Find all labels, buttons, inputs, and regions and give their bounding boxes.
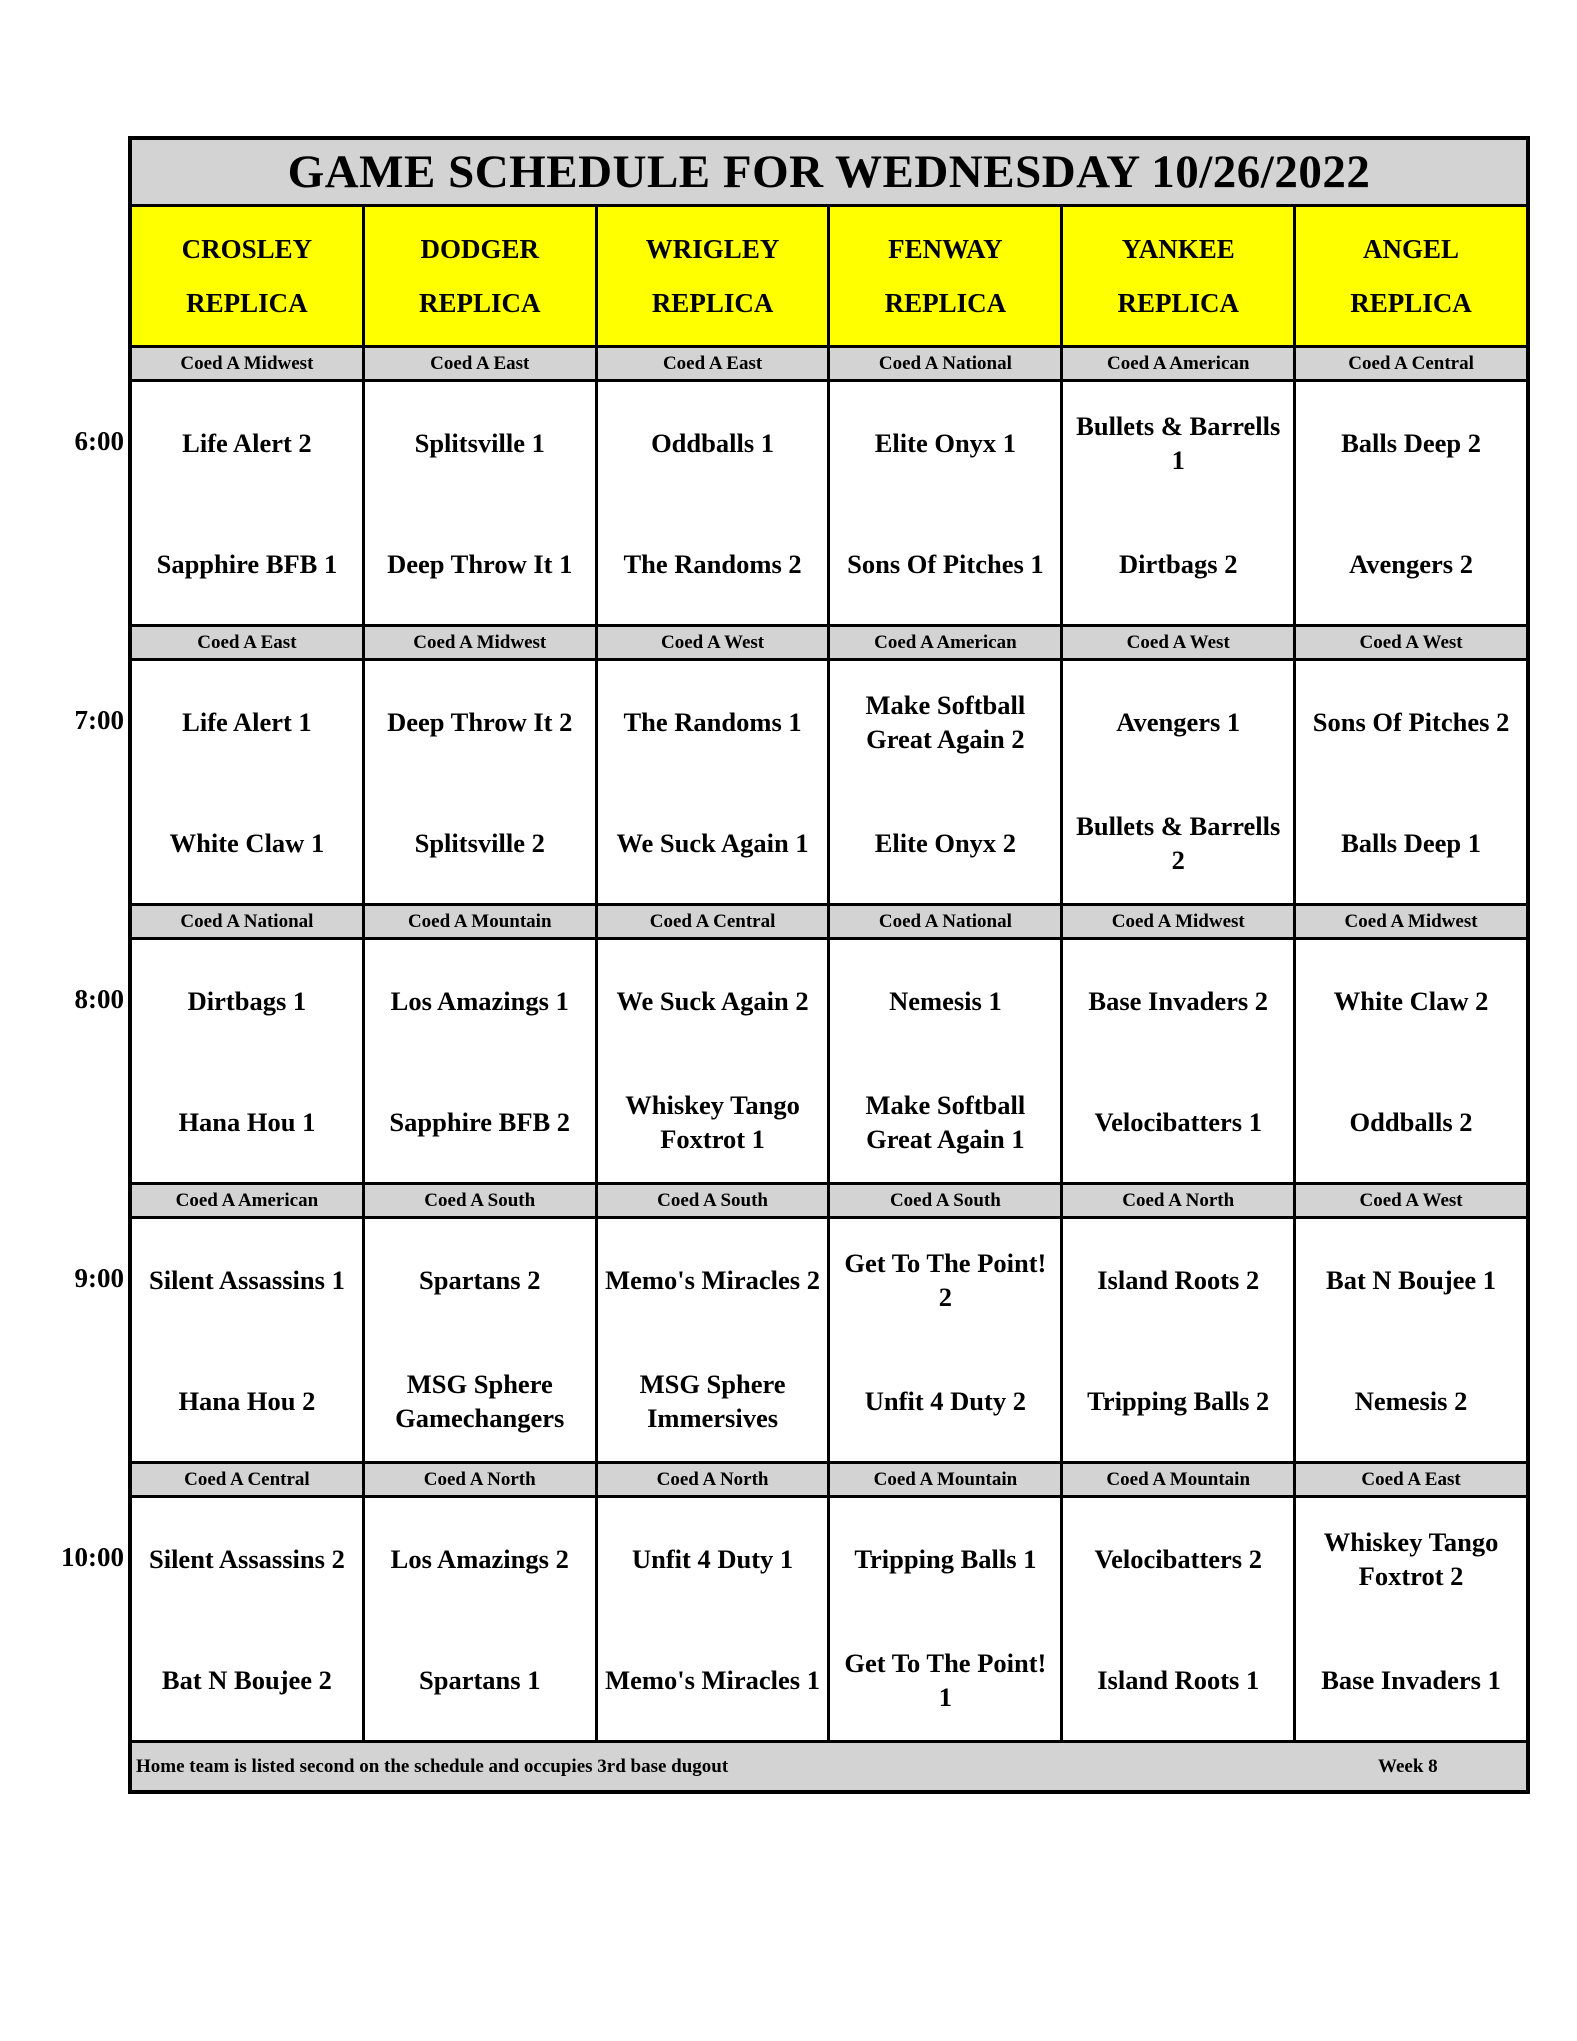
away-team: Life Alert 2	[182, 427, 312, 458]
division-label: Coed A South	[598, 1185, 831, 1216]
home-team: Sons Of Pitches 1	[847, 548, 1044, 579]
field-name: YANKEE	[1121, 234, 1235, 264]
away-team: Sons Of Pitches 2	[1312, 706, 1510, 737]
game-cell	[598, 661, 831, 903]
home-team: Hana Hou 2	[178, 1385, 316, 1416]
division-label: Coed A Mountain	[365, 906, 598, 937]
away-team: Make Softball Great Again 2	[865, 689, 1026, 754]
game-cell	[1296, 1498, 1526, 1740]
division-label: Coed A South	[830, 1185, 1063, 1216]
field-header	[1296, 207, 1526, 345]
game-cell	[365, 382, 598, 624]
division-label: Coed A West	[1359, 1189, 1463, 1211]
away-team: Nemesis 1	[889, 985, 1002, 1016]
division-label: Coed A South	[365, 1185, 598, 1216]
game-cell	[1063, 661, 1296, 903]
division-label: Coed A American	[830, 627, 1063, 658]
home-team: Bat N Boujee 2	[161, 1664, 332, 1695]
division-row	[132, 1185, 1526, 1219]
field-name: ANGEL	[1363, 234, 1460, 264]
game-cell	[132, 661, 365, 903]
game-cell	[1063, 382, 1296, 624]
game-cell	[1296, 382, 1526, 624]
game-cell	[598, 1219, 831, 1461]
division-label: Coed A East	[1361, 1468, 1461, 1490]
field-sub: REPLICA	[1117, 288, 1239, 318]
division-label: Coed A North	[365, 1464, 598, 1495]
division-label: Coed A West	[1063, 627, 1296, 658]
field-header	[1063, 207, 1296, 345]
away-team: Bat N Boujee 1	[1326, 1264, 1497, 1295]
week-label: Week 8	[1378, 1755, 1438, 1777]
game-cell	[830, 382, 1063, 624]
game-cell	[365, 1498, 598, 1740]
game-cell	[1063, 940, 1296, 1182]
home-team: Sapphire BFB 2	[389, 1106, 571, 1137]
away-team: Splitsville 1	[414, 427, 545, 458]
home-team: Elite Onyx 2	[874, 827, 1017, 858]
division-label: Coed A Midwest	[365, 627, 598, 658]
game-cell	[830, 1219, 1063, 1461]
division-row	[132, 1464, 1526, 1498]
division-label: Coed A West	[598, 627, 831, 658]
time-slot-row	[74, 382, 1526, 627]
away-team: Spartans 2	[418, 1264, 541, 1295]
field-sub: REPLICA	[1350, 288, 1472, 318]
away-team: The Randoms 1	[623, 706, 802, 737]
home-team: Oddballs 2	[1349, 1106, 1473, 1137]
time-label: 8:00	[74, 984, 124, 1014]
field-header-row	[132, 207, 1526, 348]
away-team: Los Amazings 1	[390, 985, 569, 1016]
home-team: The Randoms 2	[623, 548, 802, 579]
game-cell	[365, 661, 598, 903]
division-label: Coed A National	[830, 348, 1063, 379]
away-team: Silent Assassins 2	[148, 1543, 345, 1574]
home-team: Unfit 4 Duty 2	[864, 1385, 1026, 1416]
home-team: Base Invaders 1	[1321, 1664, 1501, 1695]
division-label: Coed A Midwest	[132, 348, 365, 379]
division-label: Coed A Central	[1348, 352, 1474, 374]
division-label: Coed A North	[1063, 1185, 1296, 1216]
time-label: 6:00	[74, 426, 124, 456]
division-label: Coed A Central	[598, 906, 831, 937]
time-label: 9:00	[74, 1263, 124, 1293]
division-row	[132, 627, 1526, 661]
game-cell	[598, 940, 831, 1182]
division-label: Coed A North	[598, 1464, 831, 1495]
division-label: Coed A East	[132, 627, 365, 658]
time-label: 10:00	[61, 1542, 124, 1572]
away-team: Silent Assassins 1	[148, 1264, 345, 1295]
schedule-table	[61, 136, 1530, 1794]
time-slot-row	[74, 940, 1526, 1185]
field-name: FENWAY	[888, 234, 1003, 264]
division-label: Coed A West	[1359, 631, 1463, 653]
division-label: Coed A Mountain	[1063, 1464, 1296, 1495]
schedule-title: GAME SCHEDULE FOR WEDNESDAY 10/26/2022	[132, 140, 1526, 207]
away-team: Deep Throw It 2	[387, 706, 573, 737]
division-row	[132, 906, 1526, 940]
division-label: Coed A Central	[132, 1464, 365, 1495]
field-header	[830, 207, 1063, 345]
home-team: Bullets & Barrells 2	[1076, 810, 1281, 875]
division-label: Coed A American	[1063, 348, 1296, 379]
field-sub: REPLICA	[186, 288, 308, 318]
division-label: Coed A National	[830, 906, 1063, 937]
home-team: Balls Deep 1	[1341, 827, 1481, 858]
game-cell	[830, 940, 1063, 1182]
home-team: Island Roots 1	[1097, 1664, 1260, 1695]
away-team: Los Amazings 2	[390, 1543, 569, 1574]
home-team: We Suck Again 1	[616, 827, 809, 858]
game-cell	[365, 940, 598, 1182]
home-team: MSG Sphere Gamechangers	[395, 1368, 565, 1433]
home-team: Velocibatters 1	[1094, 1106, 1262, 1137]
game-cell	[1063, 1498, 1296, 1740]
division-label: Coed A American	[132, 1185, 365, 1216]
away-team: Elite Onyx 1	[874, 427, 1017, 458]
away-team: Dirtbags 1	[187, 985, 307, 1016]
home-team: Make Softball Great Again 1	[865, 1089, 1026, 1154]
footer-row	[132, 1743, 1526, 1790]
game-cell	[132, 1219, 365, 1461]
division-row	[132, 348, 1526, 382]
field-sub: REPLICA	[884, 288, 1007, 318]
field-name: CROSLEY	[181, 234, 313, 264]
game-cell	[1063, 1219, 1296, 1461]
time-slot-row	[74, 1219, 1526, 1464]
game-cell	[830, 1498, 1063, 1740]
away-team: Whiskey Tango Foxtrot 2	[1323, 1526, 1499, 1591]
away-team: Bullets & Barrells 1	[1076, 410, 1281, 475]
footer-note: Home team is listed second on the schedule and occupies 3rd base dugout	[136, 1755, 729, 1777]
away-team: Unfit 4 Duty 1	[631, 1543, 794, 1574]
away-team: Memo's Miracles 2	[605, 1264, 820, 1295]
away-team: Island Roots 2	[1097, 1264, 1260, 1295]
time-label: 7:00	[74, 705, 124, 735]
home-team: Whiskey Tango Foxtrot 1	[625, 1089, 800, 1154]
field-name: DODGER	[420, 234, 539, 264]
away-team: Life Alert 1	[182, 706, 312, 737]
home-team: Sapphire BFB 1	[156, 548, 338, 579]
field-name: WRIGLEY	[645, 234, 780, 264]
division-label: Coed A Mountain	[830, 1464, 1063, 1495]
home-team: Deep Throw It 1	[387, 548, 573, 579]
away-team: Avengers 1	[1116, 706, 1241, 737]
game-cell	[132, 940, 365, 1182]
game-cell	[365, 1219, 598, 1461]
game-cell	[1296, 1219, 1526, 1461]
home-team: Dirtbags 2	[1118, 548, 1238, 579]
away-team: Get To The Point! 2	[844, 1247, 1047, 1312]
time-slot-row	[74, 661, 1526, 906]
game-cell	[132, 382, 365, 624]
field-header	[598, 207, 831, 345]
game-cell	[830, 661, 1063, 903]
home-team: Hana Hou 1	[178, 1106, 316, 1137]
game-cell	[1296, 661, 1526, 903]
division-label: Coed A Midwest	[1344, 910, 1478, 932]
home-team: Get To The Point! 1	[844, 1647, 1047, 1712]
home-team: Spartans 1	[418, 1664, 541, 1695]
time-slot-row	[61, 1498, 1526, 1743]
field-header	[365, 207, 598, 345]
field-header	[132, 207, 365, 345]
away-team: Oddballs 1	[651, 427, 775, 458]
home-team: Tripping Balls 2	[1087, 1385, 1270, 1416]
home-team: Memo's Miracles 1	[605, 1664, 820, 1695]
division-label: Coed A East	[598, 348, 831, 379]
away-team: Base Invaders 2	[1088, 985, 1269, 1016]
division-label: Coed A Midwest	[1063, 906, 1296, 937]
game-cell	[1296, 940, 1526, 1182]
division-label: Coed A East	[365, 348, 598, 379]
game-cell	[132, 1498, 365, 1740]
home-team: White Claw 1	[169, 827, 325, 858]
game-cell	[598, 1498, 831, 1740]
away-team: Velocibatters 2	[1094, 1543, 1262, 1574]
field-sub: REPLICA	[418, 288, 541, 318]
division-label: Coed A National	[132, 906, 365, 937]
home-team: Nemesis 2	[1354, 1385, 1468, 1416]
game-cell	[598, 382, 831, 624]
away-team: Tripping Balls 1	[854, 1543, 1037, 1574]
home-team: MSG Sphere Immersives	[639, 1368, 786, 1433]
away-team: We Suck Again 2	[616, 985, 809, 1016]
field-sub: REPLICA	[651, 288, 774, 318]
time-slots	[61, 348, 1526, 1743]
home-team: Splitsville 2	[414, 827, 545, 858]
away-team: Balls Deep 2	[1341, 427, 1481, 458]
home-team: Avengers 2	[1349, 548, 1473, 579]
away-team: White Claw 2	[1333, 985, 1489, 1016]
